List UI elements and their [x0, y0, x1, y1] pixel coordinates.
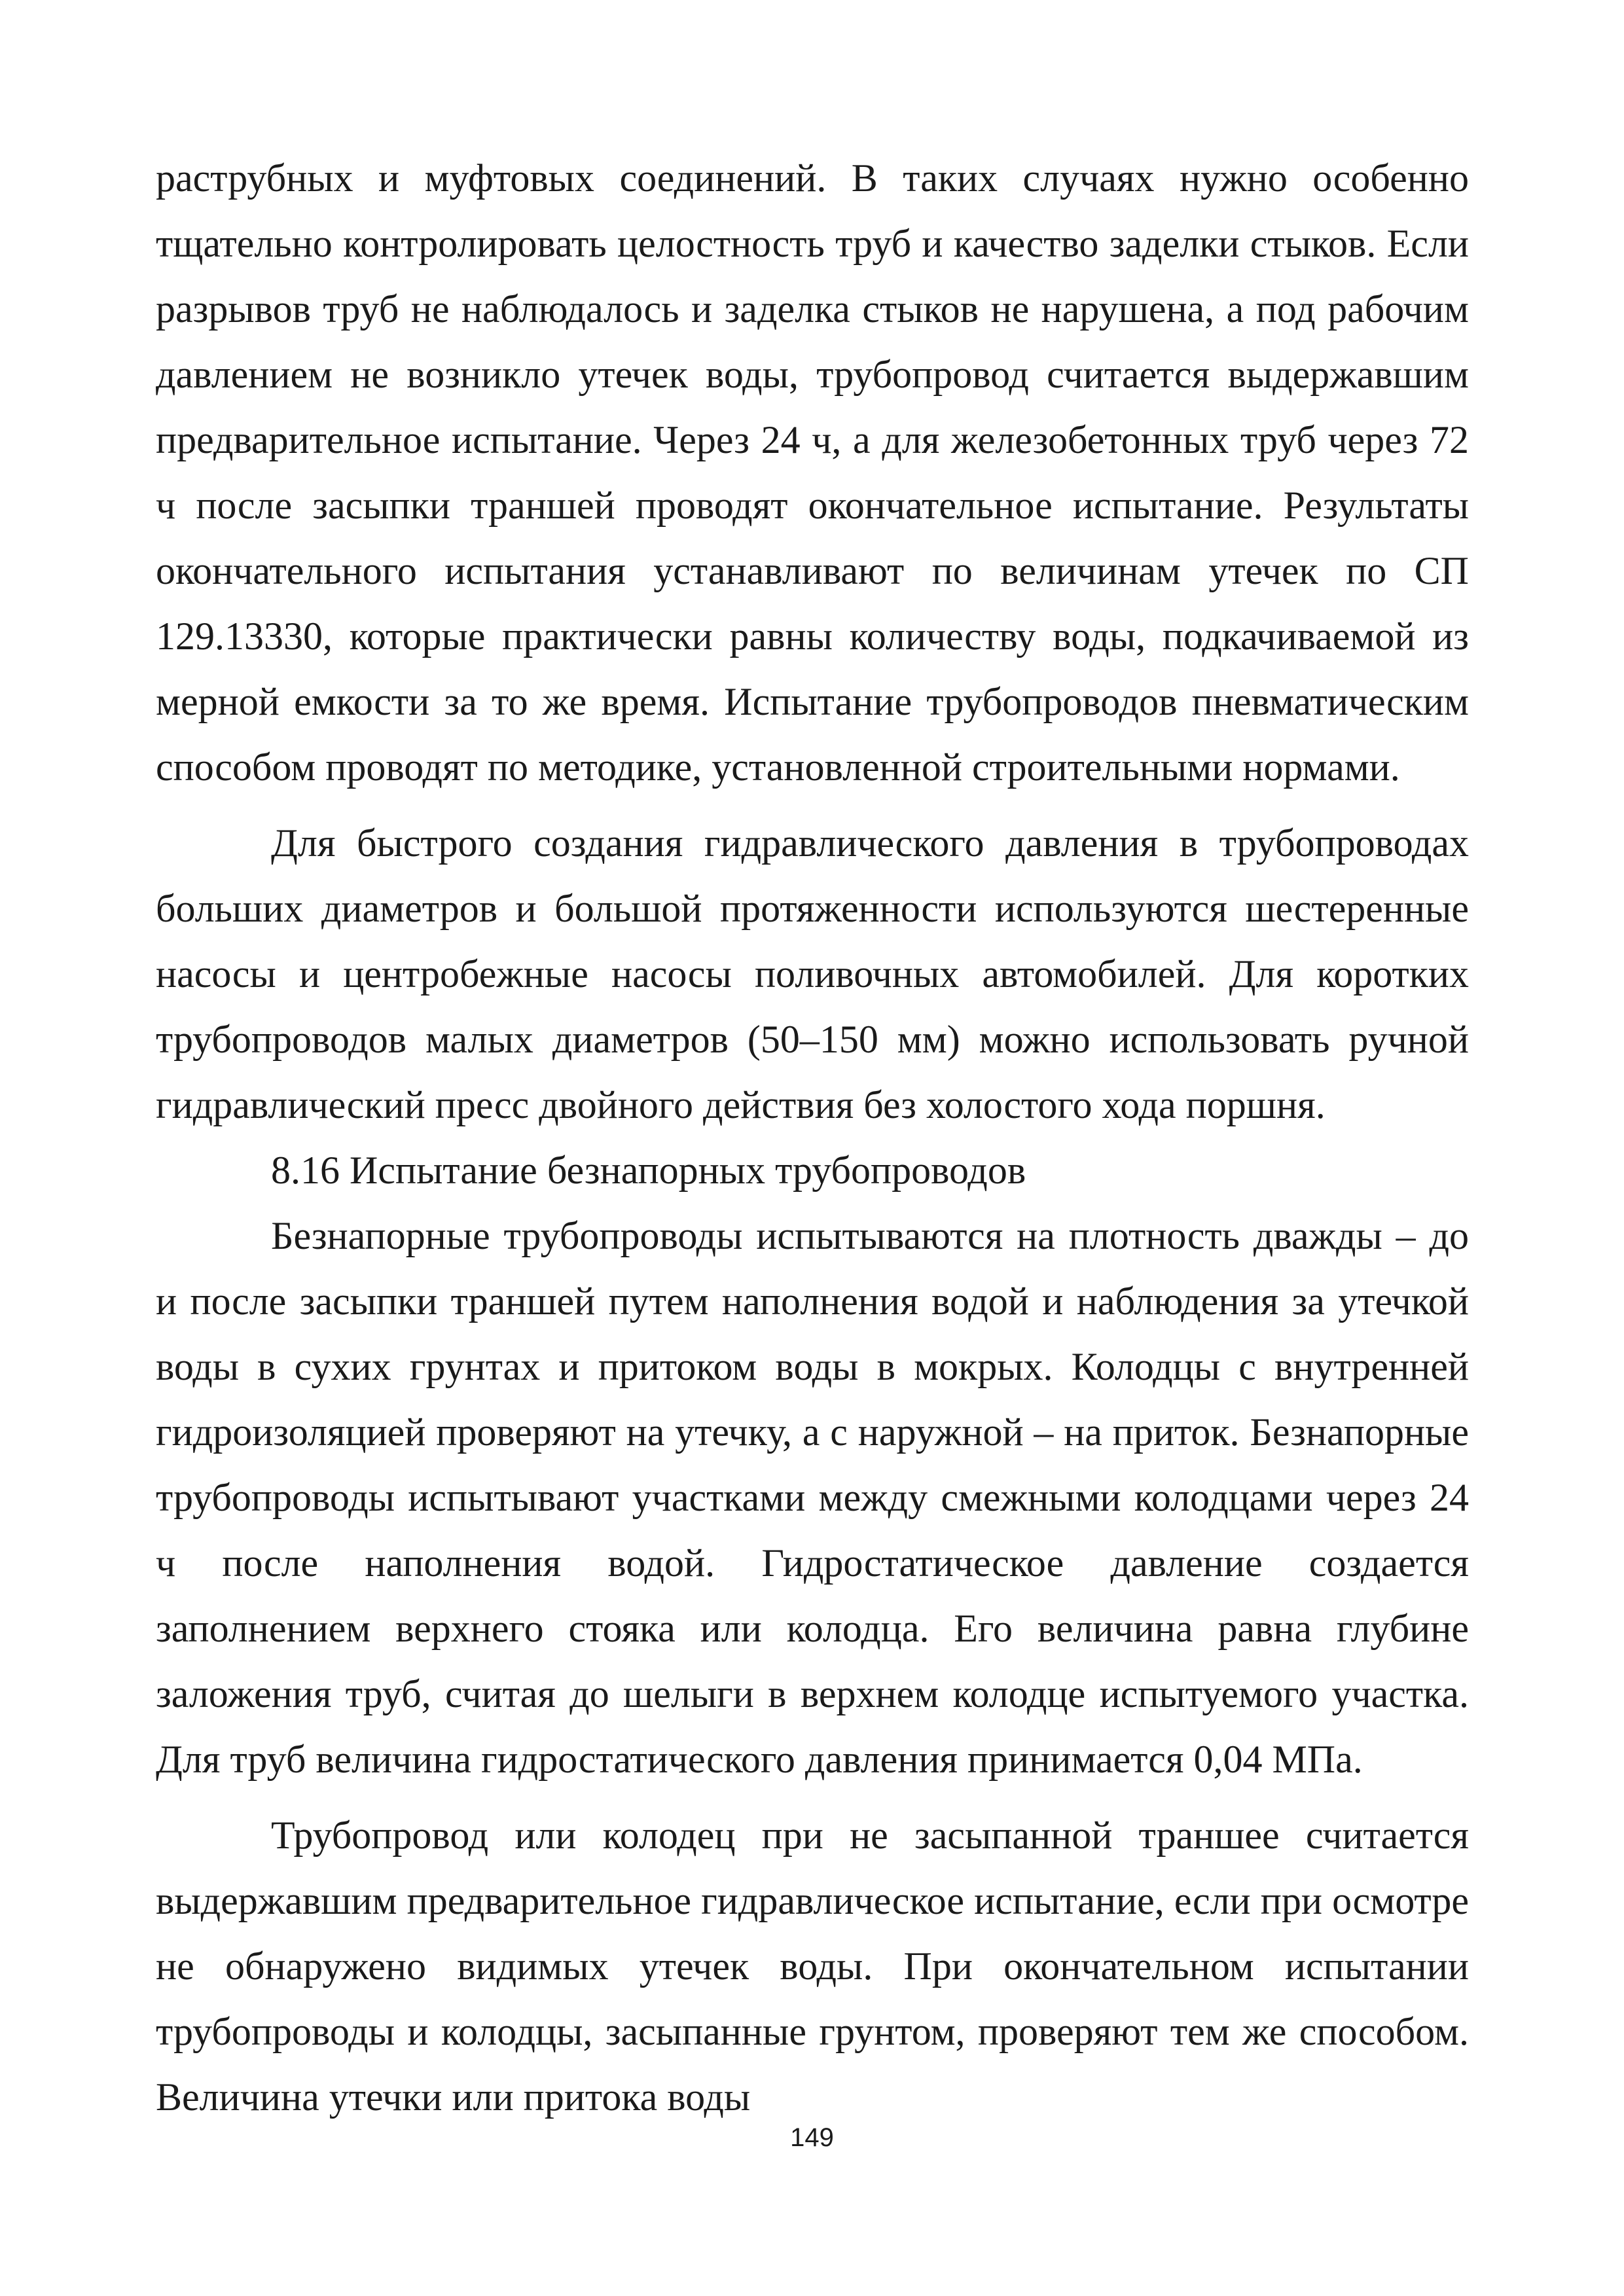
paragraph-gravity-pipelines: Безнапорные трубопроводы испытываются на плотность дважды – до и после засыпки траншей путем наполнения водой и наблюдения за утечкой воды в сухих грунтах и притоком воды в мокрых. Колодцы с внутренней гидроизоляцией проверяют на утечку, а с наружной – на приток. Безнапорные трубопроводы испытывают участками между смежными колодцами через 24 ч после наполнения водой. Гидростатическое давление создается заполнением верхнего стояка или колодца. Его величина равна глубине заложения труб, считая до шелыги в верхнем колодце испытуемого участка. Для труб величина гидростатического давления принимается 0,04 МПа.	[156, 1214, 1469, 1781]
paragraph-hydraulic-pressure: Для быстрого создания гидравлического давления в трубопроводах больших диаметров и большой протяженности используются шестеренные насосы и центробежные насосы поливочных автомобилей. Для коротких трубопроводов малых диаметров (50–150 мм) можно использовать ручной гидравлический пресс двойного действия без холостого хода поршня.	[156, 821, 1469, 1126]
paragraph-final-test: Трубопровод или колодец при не засыпанной траншее считается выдержавшим предварительное гидравлическое испытание, если при осмотре не обнаружено видимых утечек воды. При окончательном испытании трубопроводы и колодцы, засыпанные грунтом, проверяют тем же способом. Величина утечки или притока воды	[156, 1814, 1469, 2119]
body-text	[156, 145, 1469, 2130]
page-number: 149	[790, 2123, 834, 2152]
paragraph-continuation: раструбных и муфтовых соединений. В таких случаях нужно особенно тщательно контролировать целостность труб и качество заделки стыков. Если разрывов труб не наблюдалось и заделка стыков не нарушена, а под рабочим давлением не возникло утечек воды, трубопровод считается выдержавшим предварительное испытание. Через 24 ч, а для железобетонных труб через 72 ч после засыпки траншей проводят окончательное испытание. Результаты окончательного испытания устанавливают по величинам утечек по СП 129.13330, которые практически равны количеству воды, подкачиваемой из мерной емкости за то же время. Испытание трубопроводов пневматическим способом проводят по методике, установленной строительными нормами.	[156, 156, 1469, 789]
section-heading: 8.16 Испытание безнапорных трубопроводов	[271, 1149, 1026, 1192]
